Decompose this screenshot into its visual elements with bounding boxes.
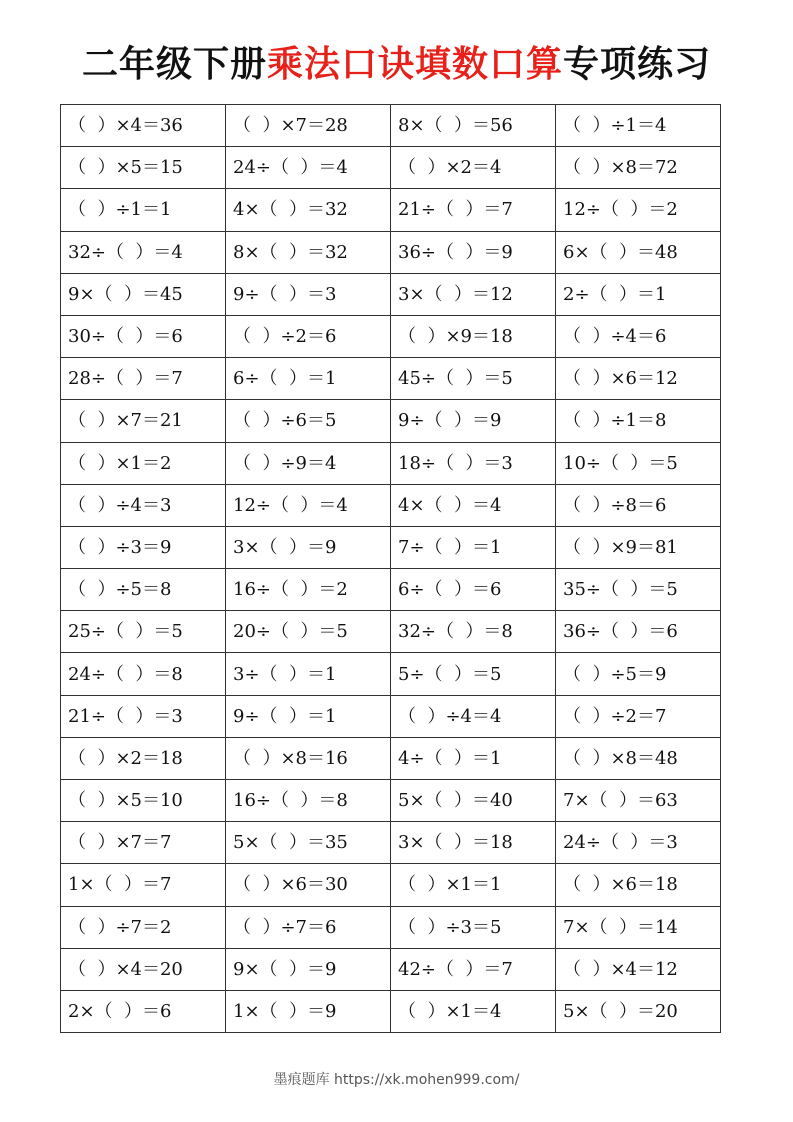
exercise-cell: 25÷（ ）＝5 bbox=[61, 611, 226, 653]
exercise-table-body bbox=[61, 105, 721, 1033]
exercise-cell: （ ）×7＝7 bbox=[61, 822, 226, 864]
exercise-cell: 36÷（ ）＝9 bbox=[391, 231, 556, 273]
exercise-cell: （ ）×4＝20 bbox=[61, 948, 226, 990]
table-row bbox=[61, 147, 721, 189]
exercise-cell: 10÷（ ）＝5 bbox=[556, 442, 721, 484]
exercise-cell: （ ）÷6＝5 bbox=[226, 400, 391, 442]
table-row bbox=[61, 611, 721, 653]
table-row bbox=[61, 400, 721, 442]
exercise-cell: （ ）÷5＝8 bbox=[61, 569, 226, 611]
exercise-cell: 7×（ ）＝14 bbox=[556, 906, 721, 948]
exercise-cell: （ ）÷2＝6 bbox=[226, 315, 391, 357]
exercise-cell: 8×（ ）＝32 bbox=[226, 231, 391, 273]
table-row bbox=[61, 484, 721, 526]
table-row bbox=[61, 315, 721, 357]
exercise-cell: 16÷（ ）＝2 bbox=[226, 569, 391, 611]
exercise-cell: 18÷（ ）＝3 bbox=[391, 442, 556, 484]
exercise-cell: （ ）÷4＝4 bbox=[391, 695, 556, 737]
exercise-cell: 24÷（ ）＝4 bbox=[226, 147, 391, 189]
exercise-cell: （ ）×9＝81 bbox=[556, 526, 721, 568]
exercise-cell: （ ）÷1＝1 bbox=[61, 189, 226, 231]
exercise-cell: 9×（ ）＝45 bbox=[61, 273, 226, 315]
exercise-cell: （ ）÷9＝4 bbox=[226, 442, 391, 484]
exercise-cell: 30÷（ ）＝6 bbox=[61, 315, 226, 357]
exercise-cell: 5×（ ）＝20 bbox=[556, 990, 721, 1032]
exercise-cell: （ ）×1＝2 bbox=[61, 442, 226, 484]
table-row bbox=[61, 653, 721, 695]
table-row bbox=[61, 948, 721, 990]
exercise-cell: （ ）×4＝12 bbox=[556, 948, 721, 990]
exercise-cell: 24÷（ ）＝8 bbox=[61, 653, 226, 695]
exercise-cell: 4×（ ）＝32 bbox=[226, 189, 391, 231]
exercise-cell: 32÷（ ）＝4 bbox=[61, 231, 226, 273]
exercise-cell: 8×（ ）＝56 bbox=[391, 105, 556, 147]
exercise-cell: 9÷（ ）＝9 bbox=[391, 400, 556, 442]
exercise-cell: （ ）÷4＝3 bbox=[61, 484, 226, 526]
exercise-cell: 9×（ ）＝9 bbox=[226, 948, 391, 990]
exercise-cell: 1×（ ）＝7 bbox=[61, 864, 226, 906]
exercise-cell: （ ）÷3＝9 bbox=[61, 526, 226, 568]
exercise-cell: （ ）÷8＝6 bbox=[556, 484, 721, 526]
exercise-cell: （ ）×6＝12 bbox=[556, 358, 721, 400]
table-row bbox=[61, 526, 721, 568]
exercise-cell: 4÷（ ）＝1 bbox=[391, 737, 556, 779]
exercise-cell: 42÷（ ）＝7 bbox=[391, 948, 556, 990]
exercise-cell: 35÷（ ）＝5 bbox=[556, 569, 721, 611]
exercise-cell: 9÷（ ）＝1 bbox=[226, 695, 391, 737]
exercise-cell: 32÷（ ）＝8 bbox=[391, 611, 556, 653]
exercise-cell: （ ）×2＝18 bbox=[61, 737, 226, 779]
exercise-cell: 20÷（ ）＝5 bbox=[226, 611, 391, 653]
table-row bbox=[61, 990, 721, 1032]
exercise-cell: （ ）×5＝10 bbox=[61, 780, 226, 822]
title-topic: 乘法口诀填数口算 bbox=[266, 44, 563, 85]
exercise-cell: 6÷（ ）＝6 bbox=[391, 569, 556, 611]
table-row bbox=[61, 737, 721, 779]
exercise-cell: 7÷（ ）＝1 bbox=[391, 526, 556, 568]
exercise-cell: 9÷（ ）＝3 bbox=[226, 273, 391, 315]
exercise-cell: （ ）÷3＝5 bbox=[391, 906, 556, 948]
footer-watermark: 墨痕题库 https://xk.mohen999.com/ bbox=[273, 1072, 520, 1088]
title-suffix: 专项练习 bbox=[563, 44, 712, 85]
table-row bbox=[61, 695, 721, 737]
exercise-cell: 4×（ ）＝4 bbox=[391, 484, 556, 526]
exercise-cell: （ ）×6＝18 bbox=[556, 864, 721, 906]
table-row bbox=[61, 906, 721, 948]
table-row bbox=[61, 864, 721, 906]
exercise-cell: 3×（ ）＝12 bbox=[391, 273, 556, 315]
table-row bbox=[61, 105, 721, 147]
exercise-cell: 12÷（ ）＝4 bbox=[226, 484, 391, 526]
exercise-cell: 21÷（ ）＝7 bbox=[391, 189, 556, 231]
exercise-cell: 5×（ ）＝40 bbox=[391, 780, 556, 822]
exercise-cell: （ ）÷4＝6 bbox=[556, 315, 721, 357]
exercise-cell: （ ）×8＝72 bbox=[556, 147, 721, 189]
exercise-cell: （ ）÷7＝6 bbox=[226, 906, 391, 948]
exercise-cell: 16÷（ ）＝8 bbox=[226, 780, 391, 822]
table-row bbox=[61, 231, 721, 273]
exercise-cell: 6÷（ ）＝1 bbox=[226, 358, 391, 400]
exercise-cell: 7×（ ）＝63 bbox=[556, 780, 721, 822]
table-row bbox=[61, 189, 721, 231]
exercise-cell: （ ）×5＝15 bbox=[61, 147, 226, 189]
exercise-cell: （ ）÷7＝2 bbox=[61, 906, 226, 948]
exercise-cell: （ ）×2＝4 bbox=[391, 147, 556, 189]
exercise-cell: （ ）×4＝36 bbox=[61, 105, 226, 147]
table-row bbox=[61, 780, 721, 822]
table-row bbox=[61, 569, 721, 611]
exercise-cell: （ ）×7＝28 bbox=[226, 105, 391, 147]
exercise-cell: （ ）×8＝16 bbox=[226, 737, 391, 779]
table-row bbox=[61, 273, 721, 315]
exercise-cell: 6×（ ）＝48 bbox=[556, 231, 721, 273]
exercise-cell: （ ）÷1＝4 bbox=[556, 105, 721, 147]
exercise-cell: 3÷（ ）＝1 bbox=[226, 653, 391, 695]
exercise-cell: （ ）×1＝4 bbox=[391, 990, 556, 1032]
exercise-cell: （ ）×1＝1 bbox=[391, 864, 556, 906]
exercise-cell: （ ）×9＝18 bbox=[391, 315, 556, 357]
exercise-cell: （ ）÷5＝9 bbox=[556, 653, 721, 695]
exercise-cell: 2×（ ）＝6 bbox=[61, 990, 226, 1032]
exercise-cell: 2÷（ ）＝1 bbox=[556, 273, 721, 315]
exercise-cell: （ ）÷1＝8 bbox=[556, 400, 721, 442]
exercise-cell: 3×（ ）＝18 bbox=[391, 822, 556, 864]
exercise-cell: （ ）÷2＝7 bbox=[556, 695, 721, 737]
exercise-cell: 5÷（ ）＝5 bbox=[391, 653, 556, 695]
exercise-cell: 5×（ ）＝35 bbox=[226, 822, 391, 864]
exercise-cell: 24÷（ ）＝3 bbox=[556, 822, 721, 864]
exercise-cell: 28÷（ ）＝7 bbox=[61, 358, 226, 400]
exercise-cell: 36÷（ ）＝6 bbox=[556, 611, 721, 653]
exercise-cell: （ ）×6＝30 bbox=[226, 864, 391, 906]
exercise-table bbox=[60, 104, 721, 1033]
exercise-cell: 21÷（ ）＝3 bbox=[61, 695, 226, 737]
table-row bbox=[61, 442, 721, 484]
exercise-cell: 3×（ ）＝9 bbox=[226, 526, 391, 568]
table-row bbox=[61, 358, 721, 400]
title-grade: 二年级下册 bbox=[81, 44, 267, 85]
exercise-cell: （ ）×7＝21 bbox=[61, 400, 226, 442]
exercise-cell: （ ）×8＝48 bbox=[556, 737, 721, 779]
page-title bbox=[0, 40, 793, 90]
exercise-cell: 45÷（ ）＝5 bbox=[391, 358, 556, 400]
exercise-cell: 12÷（ ）＝2 bbox=[556, 189, 721, 231]
table-row bbox=[61, 822, 721, 864]
exercise-cell: 1×（ ）＝9 bbox=[226, 990, 391, 1032]
